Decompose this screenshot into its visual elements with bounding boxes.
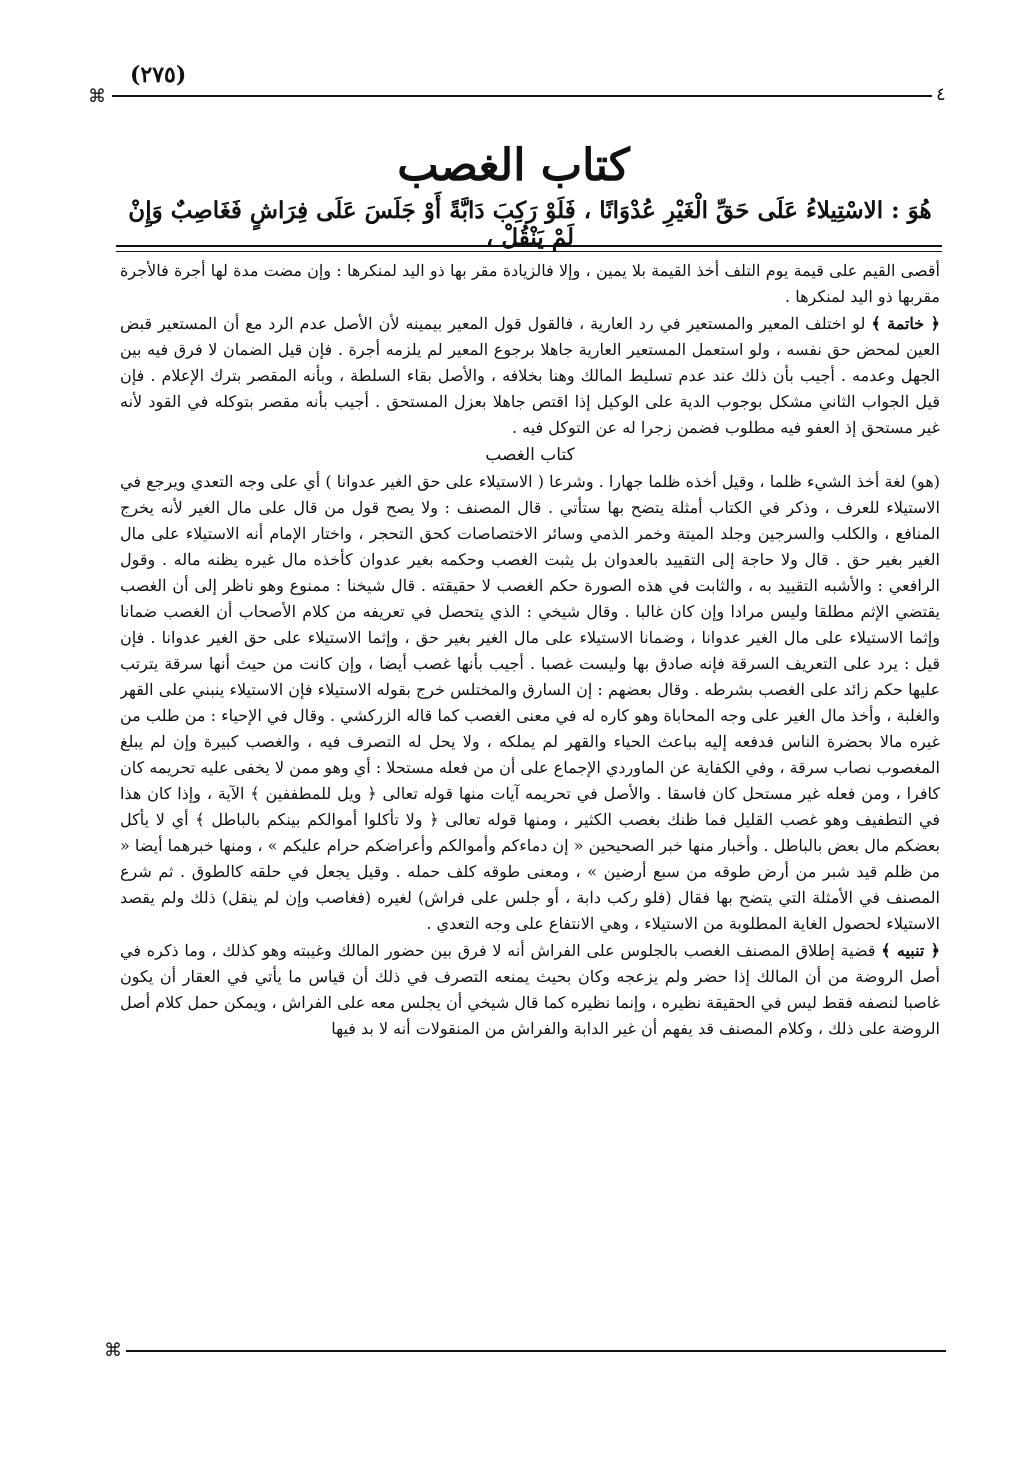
section-heading: كتاب الغصب xyxy=(485,445,575,465)
commentary-text: لو اختلف المعير والمستعير في رد العارية ، فالقول قول المعير بيمينه لأن الأصل عدم الرد مع أن المستعير قبض العين لمحض حق نفسه ، ولو استعمل المستعير العارية جاهلا برجوع المعير لم يلزمه أجرة . فإن قيل الضمان لا فرق فيه بين الجهل وعدمه . أجيب بأن ذلك عند عدم تسليط المالك وهنا بخلافه ، والأصل بقاء السلطة ، وبأنه المقصر بترك الإعلام . فإن قيل الجواب الثاني مشكل بوجوب الدية على الوكيل إذا اقتص جاهلا بعزل المستحق . أجيب بأنه مقصر بتوكله في القود لأنه غير مستحق إذ العفو فيه مطلوب فضمن زجرا له عن التوكل فيه . xyxy=(120,314,940,437)
commentary-paragraph xyxy=(120,311,940,441)
decorative-ornament-icon: ⌘ xyxy=(104,1340,122,1361)
commentary-paragraph xyxy=(120,938,940,1042)
commentary-paragraph: (هو) لغة أخذ الشيء ظلما ، وقيل أخذه ظلما جهارا . وشرعا ( الاستيلاء على حق الغير عدوانا ) أي على وجه التعدي ويرجع في الاستيلاء للعرف ، وذكر في الكتاب أمثلة يتضح بها ستأتي . قال المصنف : ولا يصح قول من قال على مال الغير لأنه يخرج المنافع ، والكلب والسرجين وجلد الميتة وخمر الذمي وسائر الاختصاصات كحق التحجر ، واختار الإمام أنه الاستيلاء على مال الغير بغير حق . قال ولا حاجة إلى التقييد بالعدوان بل يثبت الغصب وحكمه بغير عدوان كأخذه مال غيره يظنه ماله . وقول الرافعي : والأشبه التقييد به ، والثابت في هذه الصورة حكم الغصب لا حقيقته . قال شيخنا : ممنوع وهو ناظر إلى أن الغصب يقتضي الإثم مطلقا وليس مرادا وإن كان غالبا . وقال شيخي : الذي يتحصل في تعريفه من كلام الأصحاب أن الغصب ضمانا وإثما الاستيلاء على مال الغير عدوانا ، وضمانا الاستيلاء على مال الغير بغير حق ، وإثما الاستيلاء على حق الغير عدوانا . فإن قيل : يرد على التعريف السرقة فإنه صادق بها وليست غصبا . أجيب بأنها غصب أيضا ، وإن كانت من حيث أنها سرقة يترتب عليها حكم زائد على الغصب بشرطه . وقال بعضهم : إن السارق والمختلس خرج بقوله الاستيلاء فإن الاستيلاء ينبني على القهر والغلبة ، وأخذ مال الغير على وجه المحاباة وهو كاره له في معنى الغصب كما قاله الزركشي . وقال في الإحياء : من طلب من غيره مالا بحضرة الناس فدفعه إليه بباعث الحياء والقهر لم يملكه ، ولا يحل له التصرف فيه ، والغصب كبيرة وإن لم يبلغ المغصوب نصاب سرقة ، وفي الكفاية عن الماوردي الإجماع على أن من فعله مستحلا : أي وهو ممن لا يخفى عليه تحريمه كان كافرا ، ومن فعله غير مستحل كان فاسقا . والأصل في تحريمه آيات منها قوله تعالى ﴿ ويل للمطففين ﴾ الآية ، وإذا كان هذا في التطفيف وهو غصب القليل فما ظنك بغصب الكثير ، ومنها قوله تعالى ﴿ ولا تأكلوا أموالكم بينكم بالباطل ﴾ أي لا يأكل بعضكم مال بعض بالباطل . وأخبار منها خبر الصحيحين « إن دماءكم وأموالكم وأعراضكم حرام عليكم » ، ومنها خبرهما أيضا « من ظلم قيد شبر من أرض طوقه من سبع أرضين » ، ومعنى طوقه كلف حمله . وقيل يجعل في حلقه كالطوق . ثم شرع المصنف في الأمثلة التي يتضح بها فقال (فلو ركب دابة ، أو جلس على فراش) لغيره (فغاصب وإن لم ينقل) ذلك ولم يقصد الاستيلاء لحصول الغاية المطلوبة من الاستيلاء ، وهي الانتفاع على وجه التعدي . xyxy=(120,472,940,933)
top-rule xyxy=(112,95,932,97)
commentary-body xyxy=(120,258,940,1343)
decorative-ornament-icon: ⌘ xyxy=(88,86,106,107)
page-number: (٢٧٥) xyxy=(130,62,187,88)
chapter-title: كتاب الغصب xyxy=(397,140,630,191)
bottom-rule xyxy=(126,1350,946,1352)
khatima-label: ﴿ خاتمة ﴾ xyxy=(871,314,940,333)
double-rule-divider xyxy=(116,245,942,252)
signature-mark: ٤ xyxy=(936,84,946,105)
main-text-matn: هُوَ : الاسْتِيلاءُ عَلَى حَقِّ الْغَيْرِ عُدْوَانًا ، فَلَوْ رَكِبَ دَابَّةً أَوْ جَلَسَ عَلَى فِرَاشٍ فَغَاصِبٌ وَإِنْ لَمْ يَنْقُلْ ، xyxy=(128,197,932,251)
tanbih-label: ﴿ تنبيه ﴾ xyxy=(881,941,940,960)
commentary-paragraph: أقصى القيم على قيمة يوم التلف أخذ القيمة بلا يمين ، وإلا فالزيادة مقر بها ذو اليد لمنكرها : وإن مضت مدة لها أجرة فالأجرة مقربها ذو اليد لمنكرها . xyxy=(120,261,940,306)
commentary-text: قضية إطلاق المصنف الغصب بالجلوس على الفراش أنه لا فرق بين حضور المالك وغيبته وهو كذلك ، وما ذكره في أصل الروضة من أن المالك إذا حضر ولم يزعجه وكان بحيث يمنعه التصرف في ذلك أن قياس ما يأتي في العقار أن يكون غاصبا لنصفه فقط ليس في الحقيقة نظيره ، وإنما نظيره كما قال شيخي أن يجلس معه على الفراش ، ويمكن حمل كلام أصل الروضة على ذلك ، وكلام المصنف قد يفهم أن غير الدابة والفراش من المنقولات أنه لا بد فيها xyxy=(120,941,940,1038)
